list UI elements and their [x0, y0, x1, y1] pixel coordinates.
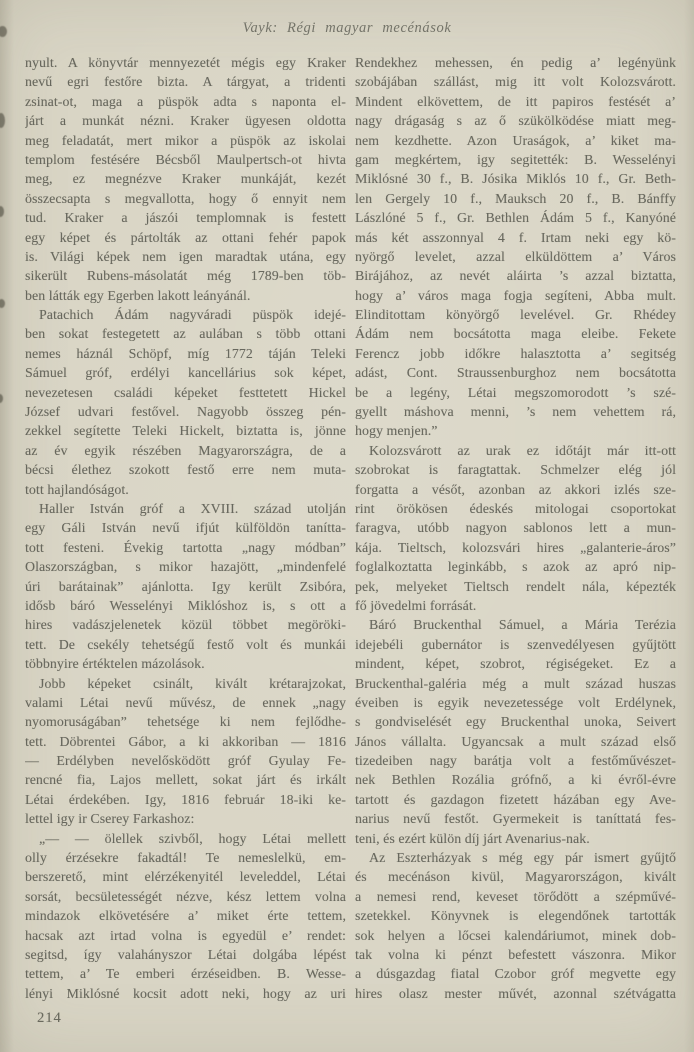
text-line: Olaszországban, s mikor hazajött, „mindenfelé — [25, 559, 346, 575]
text-line: zsinat-ot, maga a püspök adta s naponta el- — [25, 93, 346, 109]
text-line: tott hajlandóságot. — [25, 481, 129, 497]
text-line: gam megkértem, igy segitették: B. Wesselényi — [355, 151, 676, 167]
text-line: gyellt máshova menni, ’s nem vehettem rá, — [355, 404, 676, 420]
text-line: és mecénáson kivül, Magyarországon, kivált — [355, 869, 676, 885]
text-line: Kolozsvárott az urak ez időtájt már itt-ott — [369, 442, 676, 458]
text-line: tizedeiben nagy barátja volt a festőművészet- — [355, 753, 676, 769]
text-line: Rendekhez mehessen, én pedig a’ legényünk — [355, 55, 676, 70]
text-line: nyomoruságában” tehetsége ki nem fejlődhe- — [25, 714, 346, 730]
text-line: narius nevű festőt. Gyermekeit is taníttatá fes- — [355, 811, 676, 827]
page-number: 214 — [37, 1010, 62, 1026]
right-column — [355, 53, 676, 1003]
text-line: — Erdélyben nevelősködött gróf Gyulay Fe- — [25, 753, 346, 769]
text-line: berszerető, mint elérzékenyitél leveleddel, Létai — [25, 869, 346, 885]
text-line: idősb báró Wesselényi Miklóshoz is, s ott a — [25, 597, 346, 613]
text-line: Bruckenthal-galéria még a mult század huszas — [355, 675, 676, 691]
text-line: ben sokat festegetett az aulában s több ottani — [25, 326, 346, 342]
text-line: zekkel segítette Teleki Hickelt, biztatta is, jönne — [25, 423, 346, 439]
text-line: Báró Bruckenthal Sámuel, a Mária Terézia — [369, 617, 676, 633]
text-line: szetekkel. Könyvnek is elegendőnek tartották — [355, 908, 676, 924]
text-line: pek, melyeket Tieltsch rendelt nála, képezték — [355, 578, 676, 594]
text-line: foglalkoztatta leginkább, s azok az apró nip- — [355, 559, 676, 575]
text-line: más két asszonnyal 4 f. Irtam neki egy kö- — [355, 229, 676, 245]
text-line: egy Gáli István nevű ifjút külföldön tanítta- — [25, 520, 346, 536]
text-line: egy képet és pártolták az ottani fehér papok — [25, 229, 346, 245]
text-line: Elinditottam könyörgő levelével. Gr. Rhédey — [355, 307, 676, 323]
text-line: tud. Kraker a jászói templomnak is festett — [25, 210, 346, 226]
text-line: rencné fia, Lajos mellett, sokat járt és irkált — [25, 772, 346, 788]
text-line: fő jövedelmi forrását. — [355, 597, 477, 613]
text-line: bécsi élethez szokott festő erre nem muta- — [25, 462, 346, 478]
text-line: összecsapta s megvallotta, hogy ő ennyit nem — [25, 190, 346, 206]
text-line: valami Létai nevű művész, de ennek „nagy — [25, 694, 346, 710]
text-line: sok helyen a lőcsei kalendáriumot, minek dob- — [355, 927, 676, 943]
text-line: Birájához, az nevét aláirta ’s azzal biztatta, — [355, 268, 676, 284]
text-line: tett. De csekély tehetségű festő volt és munkái — [25, 636, 346, 652]
text-line: tartott és gazdagon fizetett házában egy Ave- — [355, 791, 676, 807]
text-line: Mindent elkövettem, de itt papiros festését a’ — [355, 93, 676, 109]
text-line: nem kezdhette. Azon Uraságok, a’ kiket ma- — [355, 132, 676, 148]
text-line: hires vadászjelenetek közül többet megöröki- — [25, 617, 346, 633]
text-line: Sámuel gróf, erdélyi kancellárius sok képet, — [25, 365, 346, 381]
text-line: Ádám nem bocsátotta maga eleibe. Fekete — [355, 326, 676, 342]
text-line: mindazok elkövetésére a’ miket érte tettem, — [25, 908, 346, 924]
text-line: be a legény, Létai megszomorodott ’s szé- — [355, 384, 676, 400]
text-line: nemes háznál Schöpf, míg 1772 táján Teleki — [25, 345, 346, 361]
text-line: Patachich Ádám nagyváradi püspök idejé- — [39, 307, 346, 323]
text-line: forgatta a vésőt, azonban az akkori izlés sze- — [355, 481, 676, 497]
text-line: Lászlóné 5 f., Gr. Bethlen Ádám 5 f., Kanyóné — [355, 210, 676, 226]
text-line: többnyire értéktelen mázolások. — [25, 656, 205, 672]
text-line: is. Világi képek nem igen maradtak utána, egy — [25, 248, 346, 264]
text-line: kája. Tieltsch, kolozsvári hires „galanterie-áros” — [355, 539, 676, 555]
text-line: tettem, a’ Te emberi érzéseidben. B. Wesse- — [25, 966, 346, 982]
running-header: Vayk: Régi magyar mecénások — [242, 20, 452, 36]
text-line: faragva, utóbb nagyon sablonos lett a mun- — [355, 520, 676, 536]
text-line: az év egyik részében Magyarországra, de a — [25, 442, 346, 458]
text-line: Ferencz jobb időkre halasztotta a’ segitség — [355, 345, 676, 361]
text-line: nevezetesen családi képeket festtetett Hickel — [25, 384, 346, 400]
scan-smudge — [0, 299, 5, 308]
text-line: lényi Miklósné kocsit adott neki, hogy az uri — [25, 985, 346, 1001]
text-line: tott festeni. Évekig tartotta „nagy módban” — [25, 539, 346, 555]
text-line: sikerült Rubens-másolatát még 1789-ben töb- — [25, 268, 346, 284]
text-line: teni, és ezért külön díj járt Avenarius-nak. — [355, 830, 590, 846]
text-line: úri barátainak” ajánlotta. Igy került Zsibóra, — [25, 578, 346, 594]
text-line: szobrokat is faragtattak. Schmelzer elég jól — [355, 462, 676, 478]
text-line: Haller István gróf a XVIII. század utolján — [39, 500, 346, 516]
text-line: nagy drágaság s az ő szükölködése miatt meg- — [355, 113, 676, 129]
text-line: ben látták egy Egerben lakott leányánál. — [25, 287, 251, 303]
text-line: segitsd, így valahányszor Létai dolgába lépést — [25, 946, 346, 962]
text-line: a dúsgazdag fiatal Czobor gróf megvette egy — [355, 966, 676, 982]
text-line: János vállalta. Ugyancsak a mult század első — [355, 733, 676, 749]
text-line: adást, Cont. Straussenburghoz nem bocsátotta — [355, 365, 676, 381]
text-line: hogy a’ város maga fogja segíteni, Abba mult. — [355, 287, 676, 303]
text-line: Létai érdekében. Igy, 1816 február 18-iki ke- — [25, 791, 346, 807]
text-line: járt a munkát nézni. Kraker ügyesen oldotta — [25, 113, 346, 129]
text-line: Miklósné 30 f., B. Jósika Miklós 10 f., Gr. Beth- — [355, 171, 676, 187]
text-line: mindent, képet, szobrot, régiségeket. Ez a — [355, 656, 676, 672]
left-column — [25, 53, 346, 1003]
text-line: tak volna ki pénzt befestett vászonra. Mikor — [355, 946, 676, 962]
text-line: idejebéli gubernátor is szenvedélyesen gyűjtött — [355, 636, 676, 652]
text-line: éveiben is egyik nevezetessége volt Erdélynek, — [355, 694, 676, 710]
text-line: nek Bethlen Rozália grófnő, a ki évről-évre — [355, 772, 676, 788]
text-line: templom festésére Bécsből Maulpertsch-ot hivta — [25, 151, 346, 167]
text-line: olly érzésekre fakadtál! Te nemeslelkü, em- — [25, 850, 346, 866]
text-line: meg feladatát, mert mikor a püspök az iskolai — [25, 132, 346, 148]
text-line: sorsát, becsületességét nézve, kész lettem volna — [25, 888, 346, 904]
text-line: len Gergely 10 f., Mauksch 20 f., B. Bánffy — [355, 190, 676, 206]
text-line: szobájában szállást, mig itt volt Kolozsvárott. — [355, 74, 676, 90]
text-line: hacsak azt irtad volna is egyedül e’ rendet: — [25, 927, 346, 943]
text-line: tett. Döbrentei Gábor, a ki akkoriban — 1816 — [25, 733, 346, 749]
text-line: Jobb képeket csinált, kivált krétarajzokat, — [39, 675, 346, 691]
scan-smudge — [0, 394, 3, 403]
scan-smudge — [0, 113, 5, 128]
text-line: József udvari festővel. Nagyobb összeg pén- — [25, 404, 346, 420]
text-line: nyörgő levelet, azzal elküldöttem a’ Város — [355, 248, 676, 264]
text-line: Az Eszterházyak s még egy pár ismert gyűjtő — [369, 850, 676, 866]
scan-smudge — [0, 206, 4, 217]
text-line: rint örökösen édeskés mitologai csoportokat — [355, 500, 676, 516]
text-line: nevű egri festőre bizta. A tárgyat, a tridenti — [25, 74, 346, 90]
text-line: s gondviselését egy Bruckenthal unoka, Seivert — [355, 714, 676, 730]
text-line: lettel igy ir Cserey Farkashoz: — [25, 811, 195, 827]
text-line: „— — ölellek szivből, hogy Létai mellett — [39, 830, 346, 846]
text-line: a nemesi rend, keveset törődött a szépművé- — [355, 888, 676, 904]
text-line: meg, ez megnézve Kraker munkáját, kezét — [25, 171, 346, 187]
text-line: hires olasz mester művét, azonnal szétvágatta — [355, 985, 676, 1001]
text-line: hogy menjen.” — [355, 423, 438, 439]
text-line: nyult. A könyvtár mennyezetét mégis egy Kraker — [25, 55, 346, 70]
